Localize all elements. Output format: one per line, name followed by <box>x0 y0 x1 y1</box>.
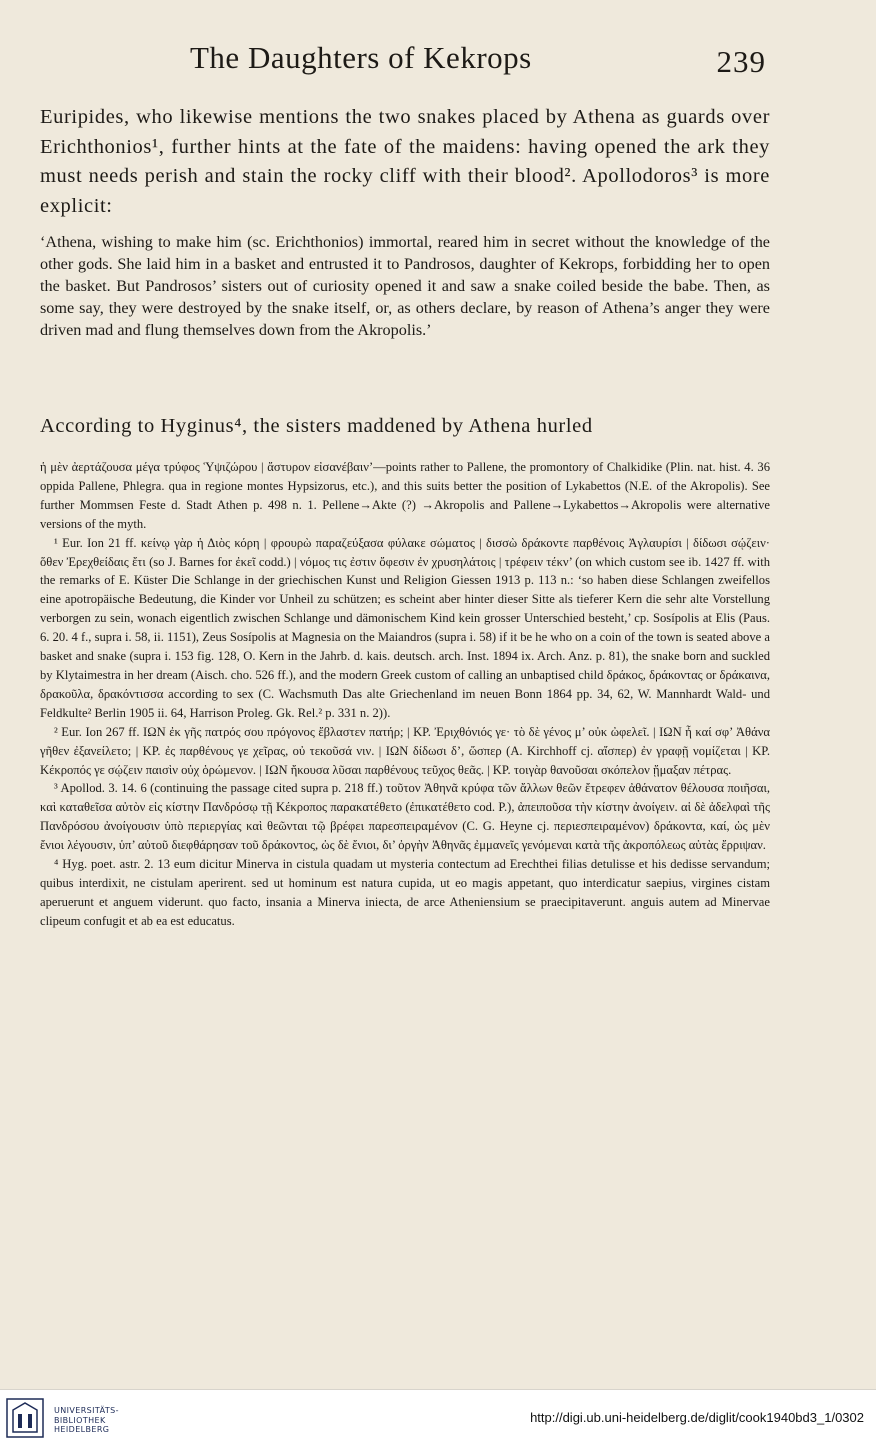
quotation-apollodoros: ‘Athena, wishing to make him (sc. Erichthonios) immortal, reared him in secret without the knowledge of the other gods. She laid him in a basket and entrusted it to Pandrosos, daughter of Kekrops, forbidding her to open the basket. But Pandrosos’ sisters out of curiosity opened it and saw a snake coiled beside the babe. Then, as some say, they were destroyed by the snake itself, or, as others declare, by reason of Athena’s anger they were driven mad and flung themselves down from the Akropolis.’ <box>40 233 770 339</box>
library-name: UNIVERSITÄTS- BIBLIOTHEK HEIDELBERG <box>54 1406 119 1434</box>
footnote-continuation: ἡ μὲν ἀερτάζουσα μέγα τρύφος Ὑψιζώρου | ἄστυρον εἰσανέβαιν’—points rather to Pallene, the promontory of Chalkidike (Plin. nat. hist. 4. 36 oppida Pallene, Phlegra. qua in regione montes Hypsizorus, etc.), and this suits better the position of Lykabettos (N.E. of the Akropolis). See further Mommsen Feste d. Stadt Athen p. 498 n. 1. Pellene→Akte (?) →Akropolis and Pallene→Lykabettos→Akropolis were alternative versions of the myth. <box>40 460 770 531</box>
footnote-2: ² Eur. Ion 267 ff. ΙΩΝ ἐκ γῆς πατρός σου πρόγονος ἔβλαστεν πατήρ; | ΚΡ. Ἐριχθόνιός γε· τὸ δὲ γένος μ’ οὐκ ὠφελεῖ. | ΙΩΝ ἦ καί σφ’ Ἀθάνα γῆθεν ἐξανείλετο; | ΚΡ. ἐς παρθένους γε χεῖρας, οὐ τεκοῦσά νιν. | ΙΩΝ δίδωσι δ’, ὥσπερ (A. Kirchhoff cj. αἴσπερ) ἐν γραφῇ νομίζεται | ΚΡ. Κέκροπός γε σῴζειν παισὶν οὐχ ὁρώμενον. | ΙΩΝ ἤκουσα λῦσαι παρθένους τεῦχος θεᾶς. | ΚΡ. τοιγὰρ θανοῦσαι σκόπελον ᾕμαξαν πέτρας. <box>40 724 770 777</box>
paragraph-hyginus: According to Hyginus⁴, the sisters maddened by Athena hurled <box>40 415 593 437</box>
digital-copy-link[interactable]: http://digi.ub.uni-heidelberg.de/diglit/cook1940bd3_1/0302 <box>530 1410 864 1425</box>
footnote-4: ⁴ Hyg. poet. astr. 2. 13 eum dicitur Minerva in cistula quadam ut mysteria contectum ad Erechthei filias detulisse et his dedisse servandum; quibus interdixit, ne cistulam aperirent. sed ut hominum est natura cupida, ut eo magis appetant, quo interdicatur saepius, virgines cistam aperuerunt et anguem viderunt. quo facto, insania a Minerva iniecta, de arce Atheniensium se praecipitaverunt. anguis autem ad Minervae clipeum confugit et ab ea est educatus. <box>40 857 770 928</box>
running-title: The Daughters of Kekrops <box>190 40 532 75</box>
footnotes <box>40 458 770 931</box>
library-footer <box>0 1389 876 1448</box>
page-header <box>40 40 766 90</box>
university-library-logo-icon <box>6 1398 44 1438</box>
footnote-1: ¹ Eur. Ion 21 ff. κείνῳ γὰρ ἡ Διὸς κόρη | φρουρὼ παραζεύξασα φύλακε σώματος | δισσὼ δράκοντε παρθένοις Ἀγλαυρίσι | δίδωσι σῴζειν· ὅθεν Ἐρεχθείδαις ἔτι (so J. Barnes for ἐκεῖ codd.) | νόμος τις ἐστιν ὄφεσιν ἐν χρυσηλάτοις | τρέφειν τέκν’ (on which custom see ib. 1427 ff. with the remarks of E. Küster Die Schlange in der griechischen Kunst und Religion Giessen 1913 p. 113 n.: ‘so haben diese Schlangen zweifellos eine apotropäische Bedeutung, die Kinder vor Unheil zu schützen; es scheint aber hinter dieser Sitte als tieferer Kern die sehr alte Vorstellung verborgen zu sein, wonach eigentlich zwischen Schlange und dämonischem Kind kein grosser Unterschied besteht,’ cp. Sosípolis at Elis (Paus. 6. 20. 4 f., supra i. 58, ii. 1151), Zeus Sosípolis at Magnesia on the Maiandros (supra i. 58) if it be he who on a coin of the town is seated above a basket and snake (supra i. 153 fig. 128, O. Kern in the Jahrb. d. kais. deutsch. arch. Inst. 1894 ix. Arch. Anz. p. 81), the snake born and suckled by Klytaimestra in her dream (Aisch. cho. 526 ff.), and the modern Greek custom of calling an unbaptised child δράκος, δράκοντας or δράκαινα, δρακοῦλα, δρακόντισσα according to sex (C. Wachsmuth Das alte Griechenland im neuen Bonn 1864 pp. 34, 62, W. Mannhardt Wald- und Feldkulte² Berlin 1905 ii. 64, Harrison Proleg. Gk. Rel.² p. 331 n. 2)). <box>40 535 770 720</box>
footnote-3: ³ Apollod. 3. 14. 6 (continuing the passage cited supra p. 218 ff.) τοῦτον Ἀθηνᾶ κρύφα τῶν ἄλλων θεῶν ἔτρεφεν ἀθάνατον θέλουσα ποιῆσαι, καὶ καταθεῖσα αὐτὸν εἰς κίστην Πανδρόσῳ τῇ Κέκροπος παρακατέθετο (ἐπικατέθετο cod. P.), ἀπειποῦσα τὴν κίστην ἀνοίγειν. αἱ δὲ ἀδελφαὶ τῆς Πανδρόσου ἀνοίγουσιν ὑπὸ περιεργίας καὶ θεῶνται τῷ βρέφει παρεσπειραμένον (C. G. Heyne cj. περιεσπειραμένον) δράκοντα, καί, ὡς μὲν ἔνιοι λέγουσιν, ὑπ’ αὐτοῦ διεφθάρησαν τοῦ δράκοντος, ὡς δὲ ἔνιοι, δι’ ὀργὴν Ἀθηνᾶς ἐμμανεῖς γενόμεναι κατὰ τῆς ἀκροπόλεως αὑτὰς ἔρριψαν. <box>40 781 770 853</box>
page-number: 239 <box>716 44 766 79</box>
paragraph-euripides: Euripides, who likewise mentions the two snakes placed by Athena as guards over Erichthonios¹, further hints at the fate of the maidens: having opened the ark they must needs perish and stain the rocky cliff with their blood². Apollodoros³ is more explicit: <box>40 106 770 217</box>
